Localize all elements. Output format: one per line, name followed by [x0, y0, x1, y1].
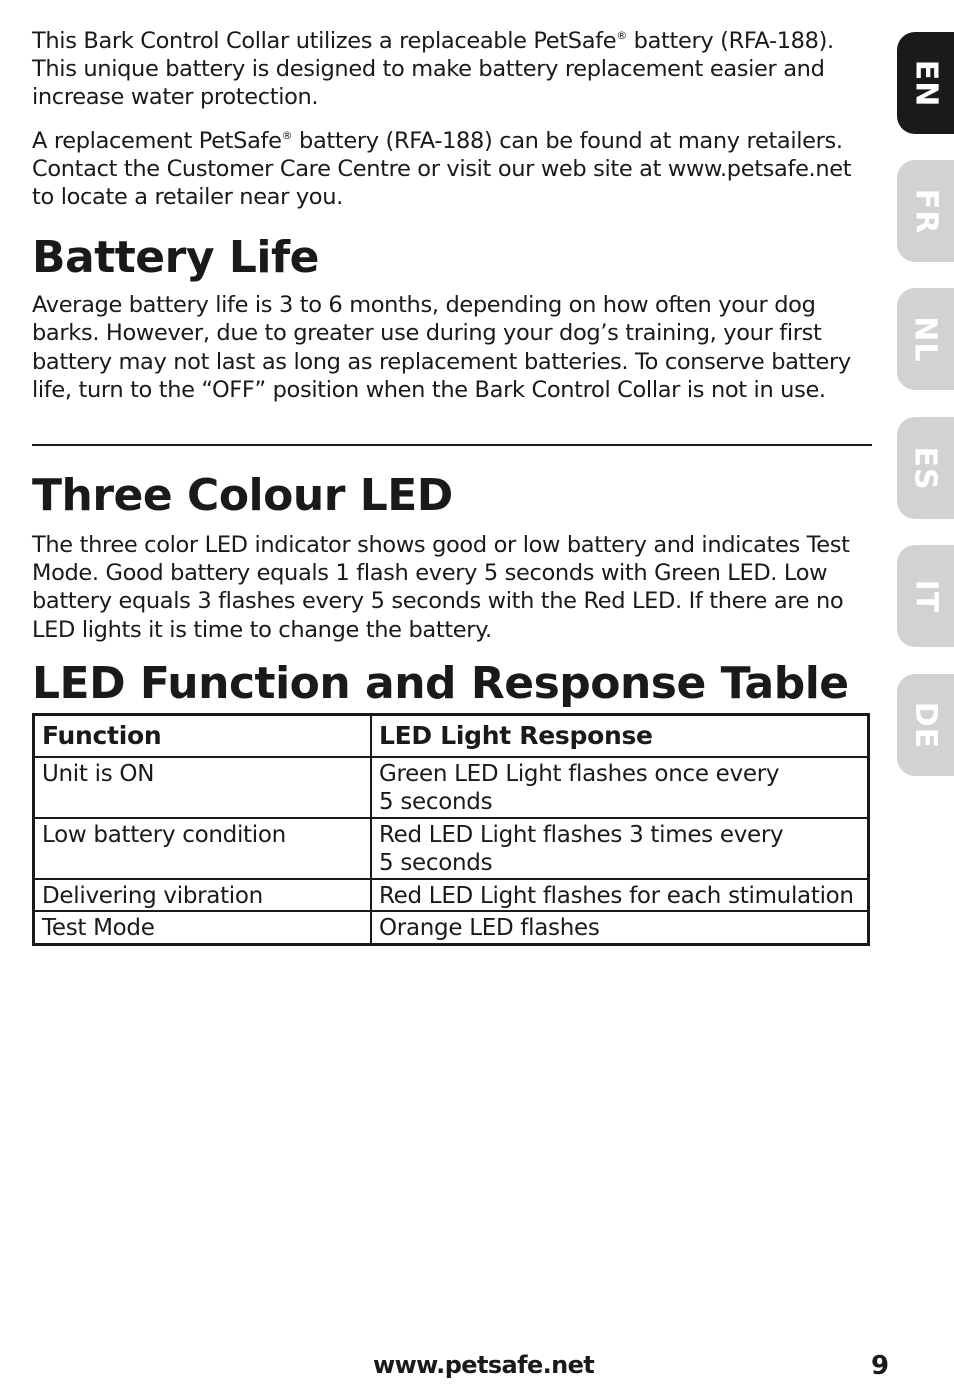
language-tab-de[interactable]	[897, 674, 954, 776]
battery-life-heading: Battery Life	[32, 232, 319, 284]
intro-p1-text-b: battery (RFA-188). This unique battery is designed to make battery replacement easier and increase water protection.	[32, 28, 834, 111]
function-cell: Unit is ON	[34, 757, 372, 818]
language-tabs	[897, 0, 954, 1400]
intro-p2-text-a: A replacement PetSafe	[32, 127, 282, 154]
tab-label: NL	[907, 315, 943, 363]
footer-url[interactable]: www.petsafe.net	[373, 1351, 595, 1379]
function-cell: Low battery condition	[34, 818, 372, 879]
function-cell: Test Mode	[34, 911, 372, 944]
table-header-row	[34, 714, 869, 757]
table-row	[34, 818, 869, 879]
intro-p1-text-a: This Bark Control Collar utilizes a replaceable PetSafe	[32, 28, 617, 54]
language-tab-nl[interactable]	[897, 288, 954, 390]
table-row	[34, 757, 869, 818]
language-tab-en[interactable]	[897, 32, 954, 134]
page-footer	[0, 1351, 954, 1383]
response-cell: Red LED Light flashes for each stimulation	[371, 879, 869, 912]
battery-life-paragraph: Average battery life is 3 to 6 months, depending on how often your dog barks. However, due to greater use during your dog’s training, your first battery may not last as long as replacement batteries. To conserve battery life, turn to the “OFF” position when the Bark Control Collar is not in use.	[32, 292, 851, 403]
page-content	[32, 27, 872, 946]
led-function-table	[32, 713, 870, 946]
response-cell	[371, 818, 869, 879]
section-divider	[32, 444, 872, 446]
intro-p2-text-b: battery (RFA-188) can be found at many retailers. Contact the Customer Care Centre or visit our web site at www.petsafe.net to locate a retailer near you.	[32, 127, 852, 211]
registered-mark: ®	[616, 29, 627, 42]
column-header-response: LED Light Response	[371, 714, 869, 757]
response-line: 5 seconds	[379, 789, 493, 816]
language-tab-it[interactable]	[897, 545, 954, 647]
page-number: 9	[871, 1351, 890, 1381]
tab-label: DE	[908, 701, 943, 749]
language-tab-fr[interactable]	[897, 160, 954, 262]
response-line: Green LED Light flashes once every	[379, 760, 780, 787]
intro-paragraph-1	[32, 27, 872, 112]
led-table-heading: LED Function and Response Table	[32, 657, 849, 709]
tab-label: ES	[907, 445, 943, 491]
response-line: Red LED Light flashes 3 times every	[379, 821, 784, 848]
three-colour-led-paragraph: The three color LED indicator shows good or low battery and indicates Test Mode. Good battery equals 1 flash every 5 seconds with Green LED. Low battery equals 3 flashes every 5 seconds with the Red LED. If there are no LED lights it is time to change the battery.	[32, 532, 850, 643]
language-tab-es[interactable]	[897, 417, 954, 519]
registered-mark: ®	[281, 128, 293, 142]
column-header-function: Function	[34, 714, 372, 757]
tab-label: IT	[907, 579, 943, 613]
response-cell: Orange LED flashes	[371, 911, 869, 944]
tab-label: FR	[908, 188, 943, 234]
intro-paragraph-2	[32, 127, 872, 212]
tab-label: EN	[907, 59, 943, 107]
three-colour-led-heading: Three Colour LED	[32, 470, 453, 522]
table-row	[34, 911, 869, 944]
function-cell: Delivering vibration	[34, 879, 372, 912]
response-line: 5 seconds	[379, 850, 493, 877]
response-cell	[371, 757, 869, 818]
table-row	[34, 879, 869, 912]
